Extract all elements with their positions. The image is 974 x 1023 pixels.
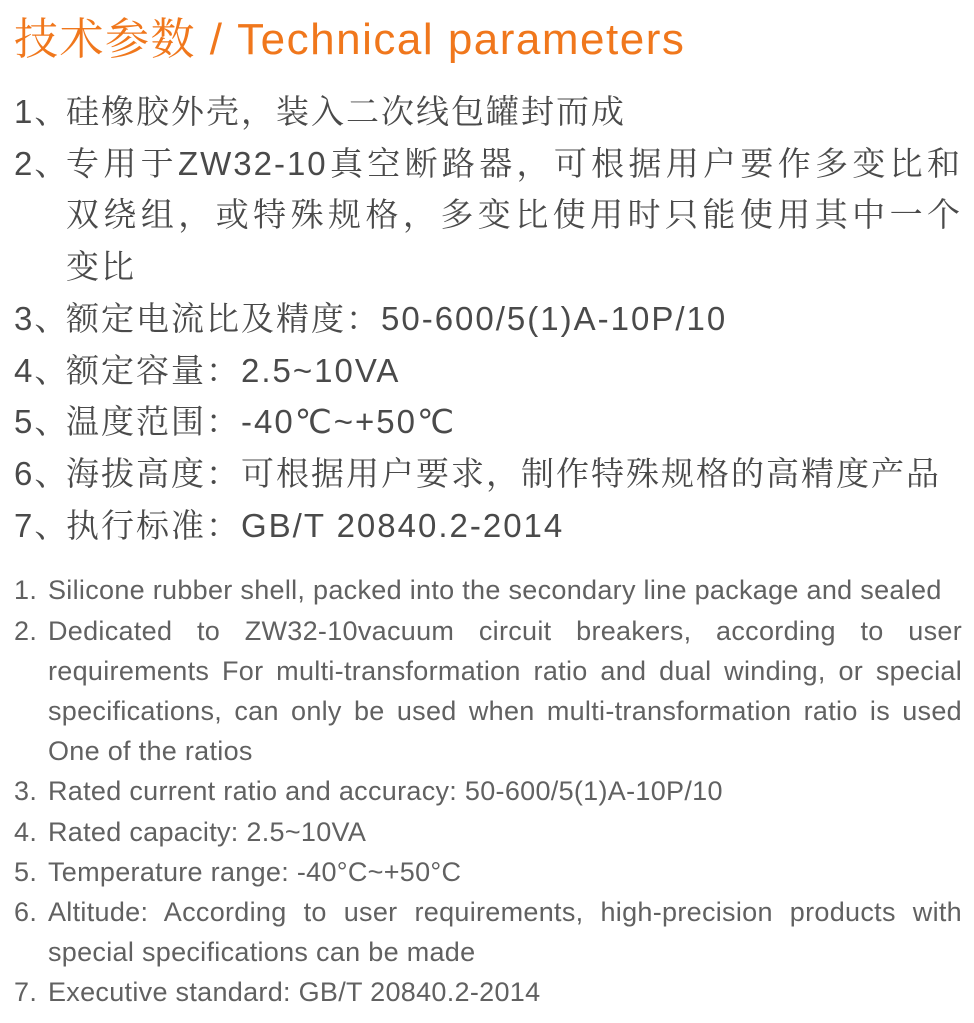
item-text bbox=[66, 293, 962, 345]
item-text bbox=[48, 972, 962, 1012]
item-text bbox=[66, 396, 962, 448]
item-line: Silicone rubber shell, packed into the secondary line package and sealed bbox=[48, 575, 942, 606]
item-line: Dedicated to ZW32-10vacuum circuit breakers, according to user bbox=[48, 615, 962, 646]
en-parameter-item bbox=[14, 852, 962, 892]
item-line: One of the ratios bbox=[48, 736, 253, 767]
item-number: 2、 bbox=[14, 144, 70, 182]
english-parameter-list bbox=[14, 570, 962, 1012]
item-number: 4、 bbox=[14, 351, 70, 389]
item-line: special specifications can be made bbox=[48, 937, 476, 968]
cn-parameter-item bbox=[14, 293, 962, 345]
item-text bbox=[66, 86, 962, 138]
item-line: Rated current ratio and accuracy: 50-600/5(1)A-10P/10 bbox=[48, 776, 723, 807]
item-line: Altitude: According to user requirements, high-precision products with bbox=[48, 896, 962, 927]
item-line: Executive standard: GB/T 20840.2-2014 bbox=[48, 977, 541, 1008]
item-text bbox=[48, 812, 962, 852]
item-line: requirements For multi-transformation ratio and dual winding, or special bbox=[48, 655, 962, 686]
item-line: Rated capacity: 2.5~10VA bbox=[48, 816, 367, 847]
item-text bbox=[48, 852, 962, 892]
en-parameter-item bbox=[14, 570, 962, 610]
item-number: 5. bbox=[14, 856, 38, 887]
item-text bbox=[66, 345, 962, 397]
cn-parameter-item bbox=[14, 448, 962, 500]
item-text bbox=[48, 892, 962, 972]
item-text bbox=[66, 138, 962, 293]
item-line: 硅橡胶外壳，装入二次线包罐封而成 bbox=[66, 93, 626, 130]
item-number: 4. bbox=[14, 816, 38, 847]
item-line: 专用于ZW32-10真空断路器，可根据用户要作多变比和 bbox=[66, 144, 962, 182]
item-line: Temperature range: -40°C~+50°C bbox=[48, 856, 462, 887]
cn-parameter-item bbox=[14, 86, 962, 138]
item-number: 3. bbox=[14, 776, 38, 807]
item-line: 额定电流比及精度：50-600/5(1)A-10P/10 bbox=[66, 299, 728, 337]
item-text bbox=[48, 611, 962, 772]
item-number: 5、 bbox=[14, 403, 70, 441]
item-line: 双绕组，或特殊规格，多变比使用时只能使用其中一个 bbox=[66, 196, 962, 234]
item-line: 温度范围：-40℃~+50℃ bbox=[66, 403, 457, 441]
cn-parameter-item bbox=[14, 138, 962, 293]
item-line: 额定容量：2.5~10VA bbox=[66, 351, 401, 389]
item-number: 6、 bbox=[14, 454, 70, 492]
item-number: 7、 bbox=[14, 506, 70, 544]
item-text bbox=[48, 570, 962, 610]
en-parameter-item bbox=[14, 771, 962, 811]
item-number: 6. bbox=[14, 896, 38, 927]
en-parameter-item bbox=[14, 812, 962, 852]
cn-parameter-item bbox=[14, 345, 962, 397]
item-text bbox=[66, 448, 962, 500]
item-number: 1、 bbox=[14, 93, 70, 130]
item-text bbox=[48, 771, 962, 811]
item-number: 3、 bbox=[14, 299, 70, 337]
item-line: specifications, can only be used when multi-transformation ratio is used bbox=[48, 695, 962, 726]
item-number: 2. bbox=[14, 615, 38, 646]
item-line: 执行标准：GB/T 20840.2-2014 bbox=[66, 506, 565, 544]
en-parameter-item bbox=[14, 972, 962, 1012]
chinese-parameter-list bbox=[14, 86, 962, 551]
page-title: 技术参数 / Technical parameters bbox=[14, 15, 686, 64]
item-line: 变比 bbox=[66, 248, 136, 286]
en-parameter-item bbox=[14, 892, 962, 972]
item-number: 7. bbox=[14, 977, 38, 1008]
item-line: 海拔高度：可根据用户要求，制作特殊规格的高精度产品 bbox=[66, 454, 941, 492]
item-text bbox=[66, 500, 962, 552]
item-number: 1. bbox=[14, 575, 38, 606]
en-parameter-item bbox=[14, 611, 962, 772]
cn-parameter-item bbox=[14, 396, 962, 448]
cn-parameter-item bbox=[14, 500, 962, 552]
